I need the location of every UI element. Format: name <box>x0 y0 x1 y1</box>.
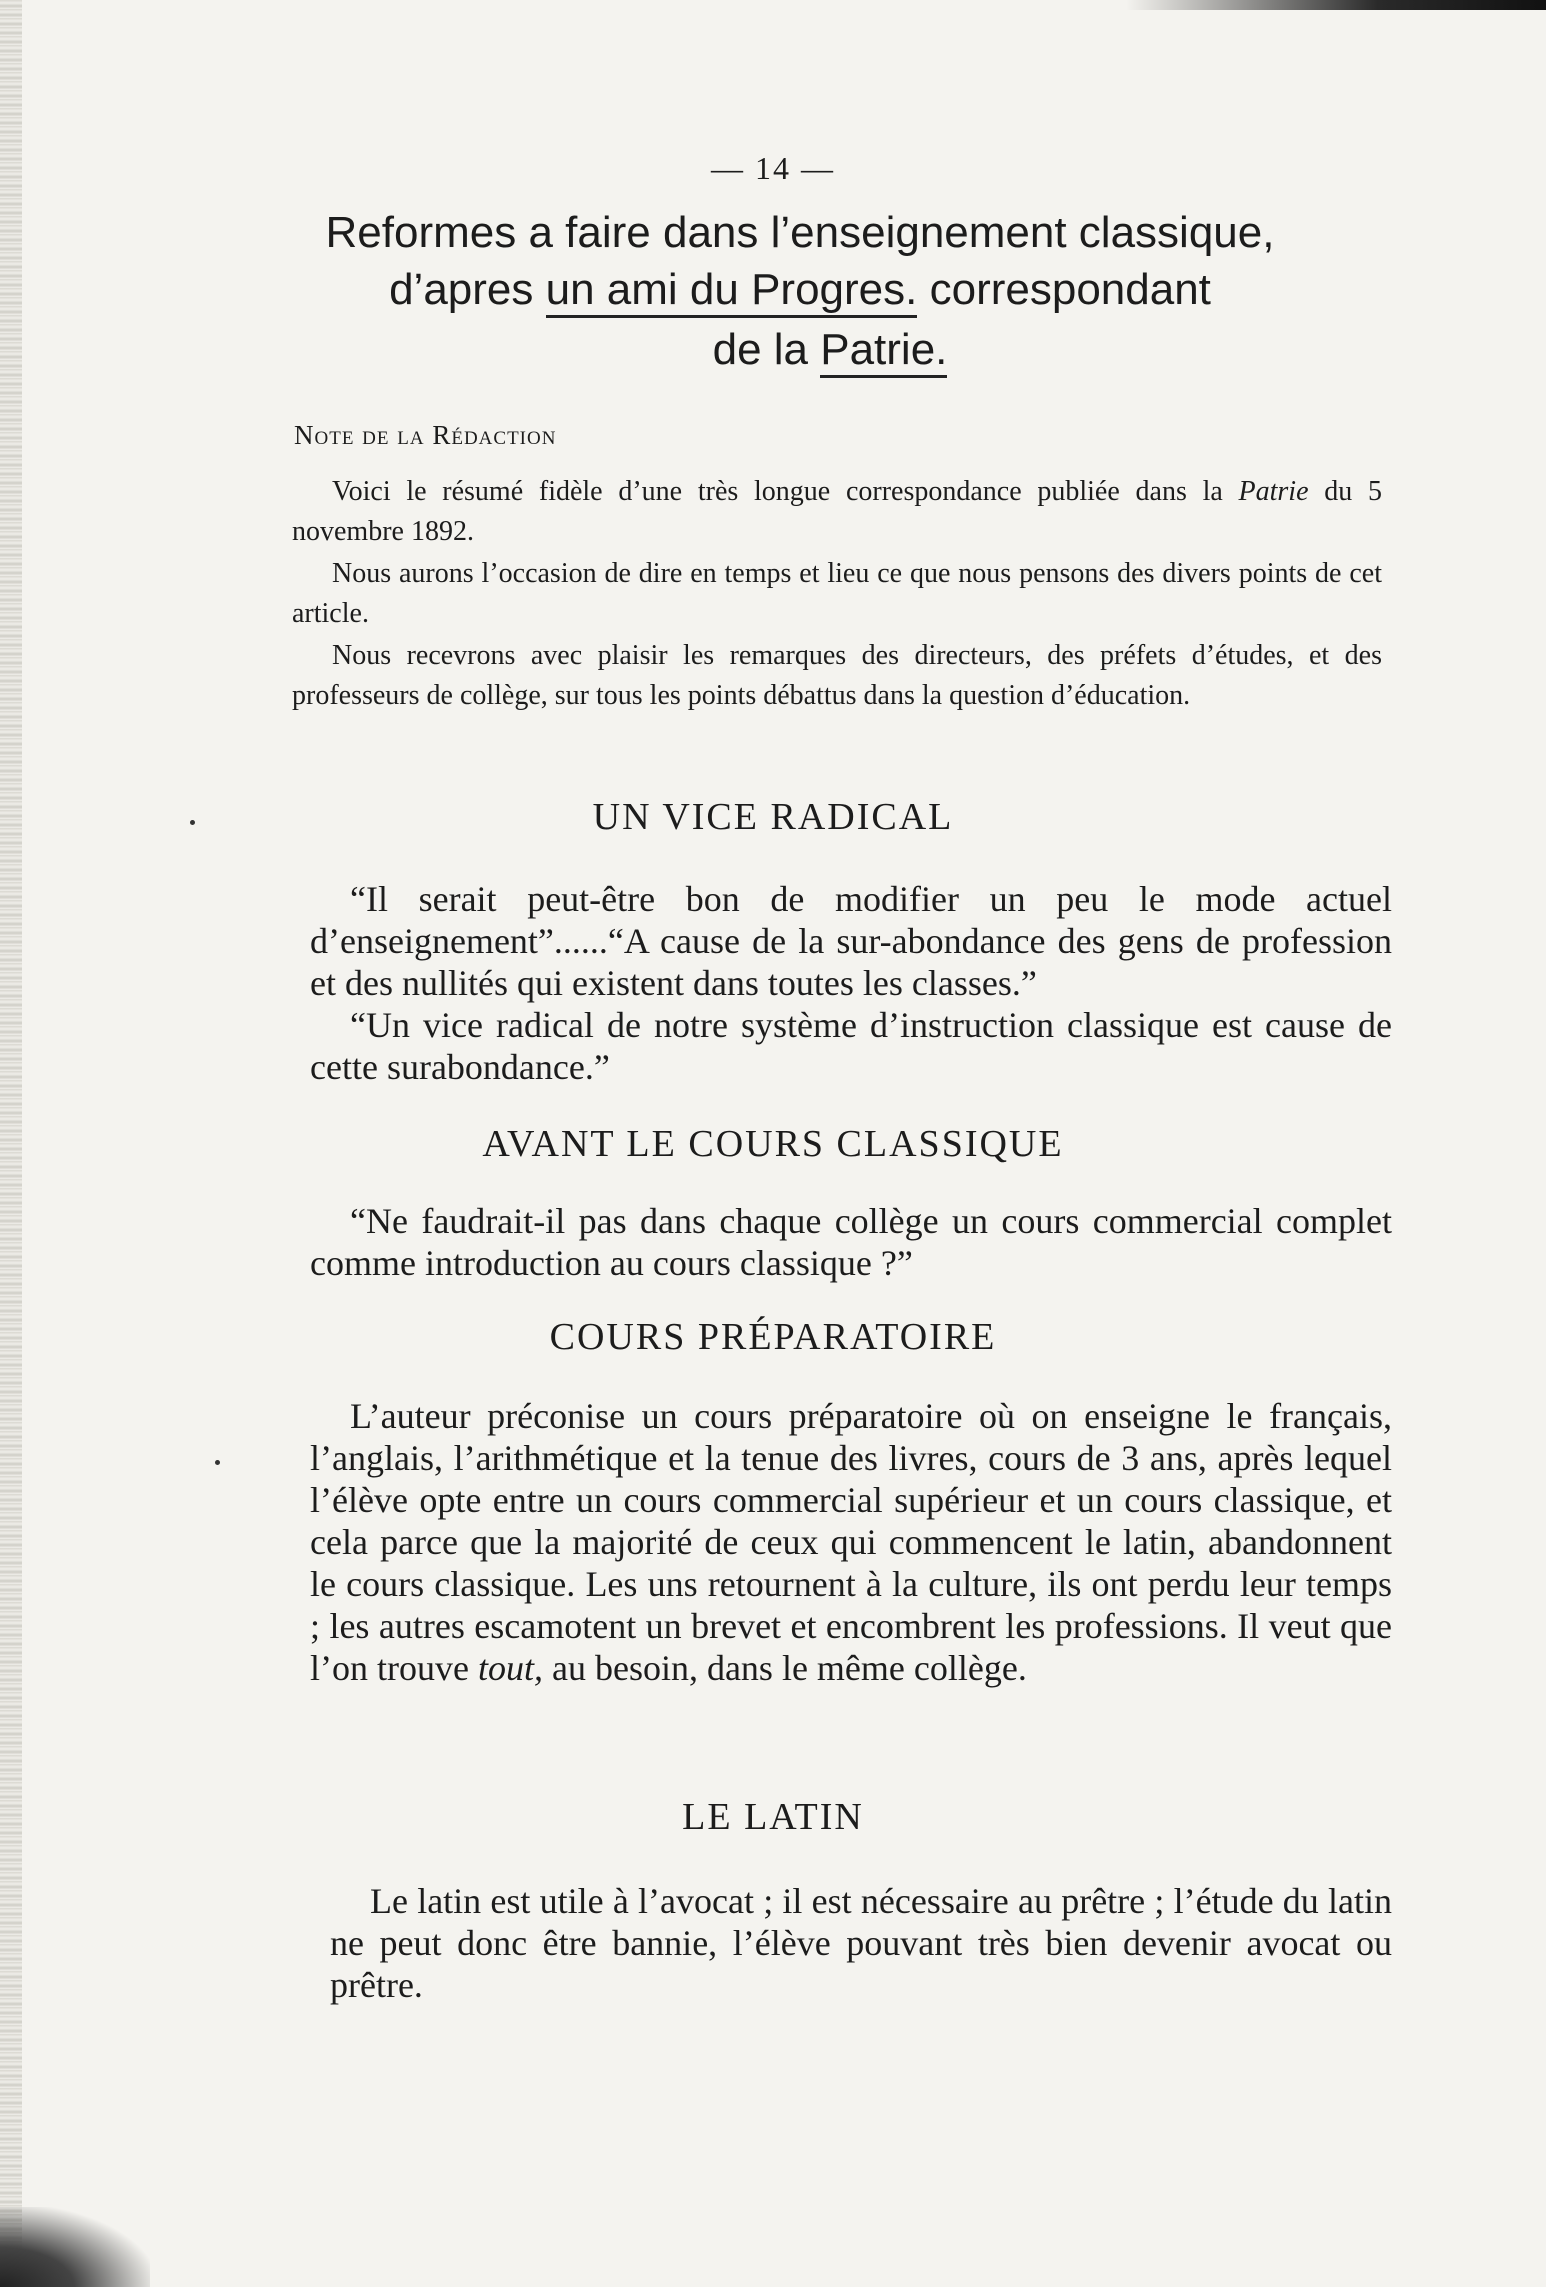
heading-line-3 <box>530 322 1130 378</box>
section-title-cours-preparatoire: COURS PRÉPARATOIRE <box>549 1316 997 1358</box>
note-paragraph-3: Nous recevrons avec plaisir les remarques des directeurs, des préfets d’études, et des professeurs de collège, sur tous les points débattus dans la question d’éducation. <box>292 640 1382 711</box>
section-text: au besoin, dans le même collège. <box>542 1648 1027 1688</box>
note-text: Voici le résumé fidèle d’une très longue correspondance publiée dans la <box>332 476 1239 507</box>
section-paragraph: “Ne faudrait-il pas dans chaque collège un cours commercial complet comme introduction au cours classique ?” <box>310 1201 1392 1283</box>
ink-speck <box>215 1460 220 1465</box>
section-title-le-latin: LE LATIN <box>682 1796 864 1838</box>
heading-underlined-author: un ami du Progres. <box>546 265 918 318</box>
section-italic-word: tout, <box>477 1648 543 1688</box>
section-body-le-latin <box>330 1880 1392 2006</box>
section-body-vice-radical <box>310 878 1392 1088</box>
section-paragraph: “Un vice radical de notre système d’instruction classique est cause de cette surabondance.” <box>310 1005 1392 1087</box>
section-text: L’auteur préconise un cours préparatoire où on enseigne le français, l’anglais, l’arithmétique et la tenue des livres, cours de 3 ans, après lequel l’élève opte entre un cours commercial supérieur et un cours classique, et cela parce que la majorité de ceux qui commencent le latin, abandonnent le cours classique. Les uns retournent à la culture, ils ont perdu leur temps ; les autres escamotent un brevet et encombrent les professions. Il veut que l’on trouve <box>310 1396 1392 1688</box>
section-paragraph: Le latin est utile à l’avocat ; il est nécessaire au prêtre ; l’étude du latin ne peut donc être bannie, l’élève pouvant très bien devenir avocat ou prêtre. <box>330 1881 1392 2005</box>
editorial-note <box>292 472 1382 716</box>
heading-line-2-pre: d’apres <box>389 265 546 314</box>
note-text: du 5 novembre 1892. <box>292 476 1383 547</box>
section-paragraph <box>310 1395 1392 1689</box>
editorial-note-label: Note de la Rédaction <box>294 420 557 450</box>
heading-underlined-newspaper: Patrie. <box>820 325 947 378</box>
heading-line-1: Reformes a faire dans l’enseignement classique, <box>325 208 1275 257</box>
section-body-avant-cours <box>310 1200 1392 1284</box>
heading-line-2-post: correspondant <box>917 265 1211 314</box>
section-title-vice-radical: UN VICE RADICAL <box>592 796 954 838</box>
note-paragraph-2: Nous aurons l’occasion de dire en temps et lieu ce que nous pensons des divers points de cet article. <box>292 558 1382 629</box>
note-paragraph-1 <box>292 472 1382 552</box>
ink-blot <box>0 2207 150 2287</box>
section-body-cours-preparatoire <box>310 1395 1392 1689</box>
note-italic-newspaper: Patrie <box>1238 476 1309 507</box>
heading-line-3-pre: de la <box>712 325 821 374</box>
heading-line-2 <box>200 262 1400 318</box>
page-number: — 14 — <box>711 150 835 186</box>
section-title-avant-cours: AVANT LE COURS CLASSIQUE <box>482 1123 1064 1165</box>
section-paragraph: “Il serait peut-être bon de modifier un peu le mode actuel d’enseignement”......“A cause de la sur-abondance des gens de profession et des nullités qui existent dans toutes les classes.” <box>310 879 1392 1003</box>
scan-shadow-top <box>1126 0 1546 10</box>
